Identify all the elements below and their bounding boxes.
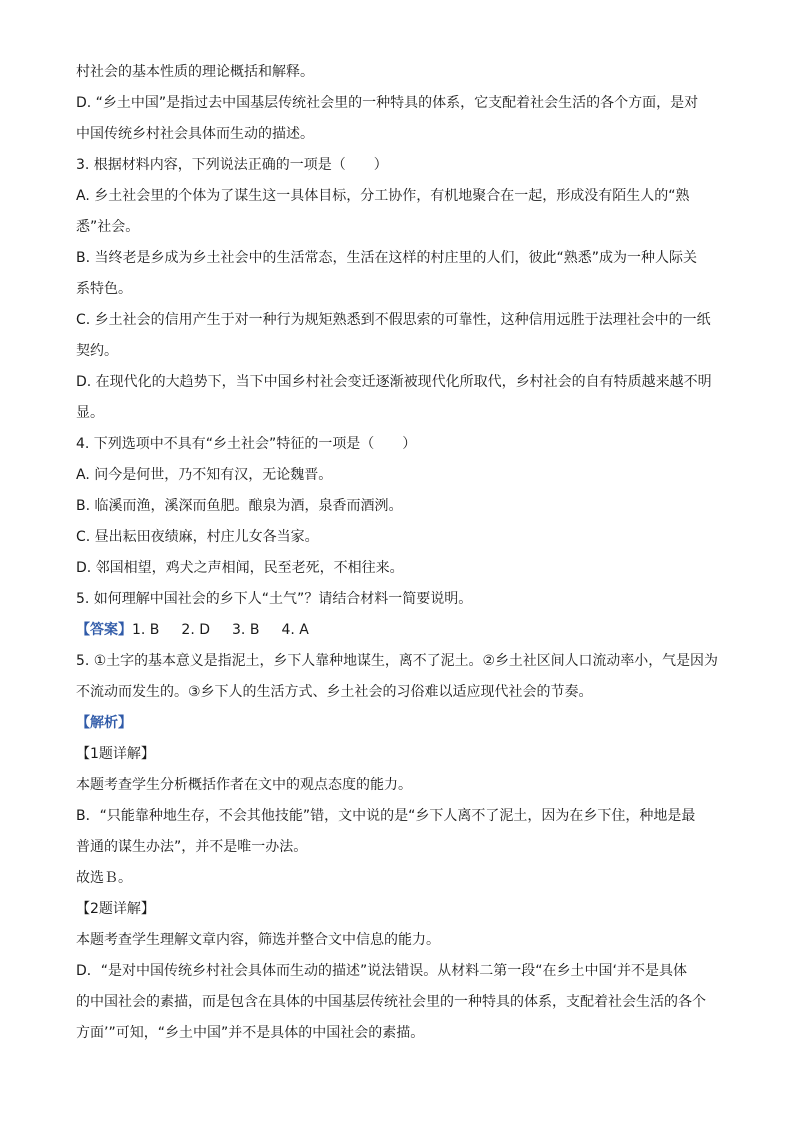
q4-option-c: C. 昼出耘田夜绩麻，村庄儿女各当家。 bbox=[76, 529, 319, 545]
question-4: 4. 下列选项中不具有“乡土社会”特征的一项是（ ） bbox=[76, 436, 417, 452]
answer-4: 4. A bbox=[281, 622, 309, 638]
q3-option-b-line2: 系特色。 bbox=[76, 281, 132, 297]
detail-1-para1: 本题考查学生分析概括作者在文中的观点态度的能力。 bbox=[76, 777, 412, 793]
q3-option-c-line2: 契约。 bbox=[76, 343, 118, 359]
detail-1-para2-line1: B．“只能靠种地生存，不会其他技能”错，文中说的是“乡下人离不了泥土，因为在乡下住，种地是最 bbox=[76, 808, 696, 824]
answer-row bbox=[76, 620, 309, 640]
analysis-label: 【解析】 bbox=[76, 715, 132, 731]
answer-5-line2: 不流动而发生的。③乡下人的生活方式、乡土社会的习俗难以适应现代社会的节奏。 bbox=[76, 684, 593, 700]
detail-2-para2-line3: 方面’”可知，“乡土中国”并不是具体的中国社会的素描。 bbox=[76, 1025, 425, 1041]
q2-option-d-line2: 中国传统乡村社会具体而生动的描述。 bbox=[76, 126, 314, 142]
q4-option-b: B. 临溪而渔，溪深而鱼肥。酿泉为酒，泉香而酒洌。 bbox=[76, 498, 403, 514]
q3-option-a-line2: 悉”社会。 bbox=[76, 219, 140, 235]
q2-option-d-line1: D. “乡土中国”是指过去中国基层传统社会里的一种特具的体系，它支配着社会生活的各个方面，是对 bbox=[76, 95, 699, 111]
detail-2-para1: 本题考查学生理解文章内容，筛选并整合文中信息的能力。 bbox=[76, 932, 440, 948]
answer-3: 3. B bbox=[232, 622, 260, 638]
q3-option-c-line1: C. 乡土社会的信用产生于对一种行为规矩熟悉到不假思索的可靠性，这种信用远胜于法理社会中的一纸 bbox=[76, 312, 711, 328]
detail-1-para2-line2: 普通的谋生办法”，并不是唯一办法。 bbox=[76, 839, 308, 855]
question-5: 5. 如何理解中国社会的乡下人“土气”？请结合材料一简要说明。 bbox=[76, 591, 473, 607]
q3-option-d-line2: 显。 bbox=[76, 405, 104, 421]
detail-2-para2-line1: D．“是对中国传统乡村社会具体而生动的描述”说法错误。从材料二第一段“在乡土中国‘并不是具体 bbox=[76, 963, 687, 979]
q4-option-a: A. 问今是何世，乃不知有汉，无论魏晋。 bbox=[76, 467, 333, 483]
detail-1-conclusion: 故选Ｂ。 bbox=[76, 870, 132, 886]
answer-1: 1. B bbox=[132, 622, 160, 638]
q4-option-d: D. 邻国相望，鸡犬之声相闻，民至老死，不相往来。 bbox=[76, 560, 404, 576]
q3-option-a-line1: A. 乡土社会里的个体为了谋生这一具体目标，分工协作，有机地聚合在一起，形成没有陌生人的“熟 bbox=[76, 188, 690, 204]
intro-tail: 村社会的基本性质的理论概括和解释。 bbox=[76, 64, 314, 80]
q3-option-d-line1: D. 在现代化的大趋势下，当下中国乡村社会变迁逐渐被现代化所取代，乡村社会的自有特质越来越不明 bbox=[76, 374, 712, 390]
answer-2: 2. D bbox=[181, 622, 211, 638]
answer-label: 【答案】 bbox=[76, 622, 132, 638]
question-3: 3. 根据材料内容，下列说法正确的一项是（ ） bbox=[76, 157, 388, 173]
q3-option-b-line1: B. 当终老是乡成为乡土社会中的生活常态，生活在这样的村庄里的人们，彼此“熟悉”成为一种人际关 bbox=[76, 250, 698, 266]
answer-5-line1: 5. ①土字的基本意义是指泥土，乡下人靠种地谋生，离不了泥土。②乡土社区间人口流动率小，气是因为 bbox=[76, 653, 718, 669]
detail-1-title: 【1题详解】 bbox=[76, 746, 155, 762]
detail-2-title: 【2题详解】 bbox=[76, 901, 155, 917]
detail-2-para2-line2: 的中国社会的素描，而是包含在具体的中国基层传统社会里的一种特具的体系，支配着社会生活的各个 bbox=[76, 994, 706, 1010]
